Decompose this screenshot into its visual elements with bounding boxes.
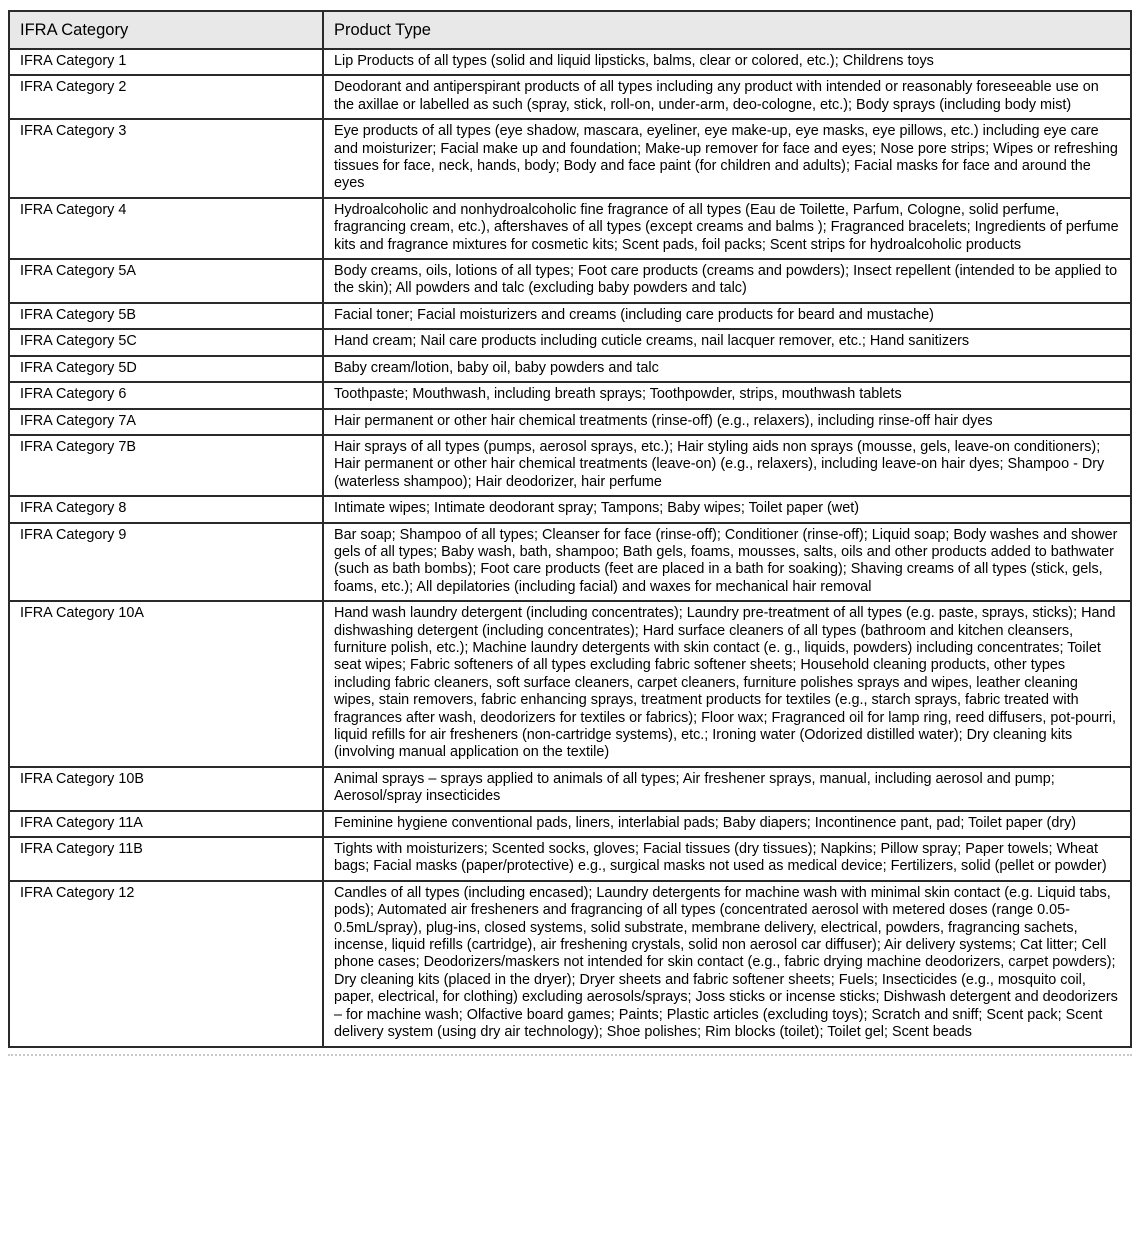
product-type-cell: Hydroalcoholic and nonhydroalcoholic fine fragrance of all types (Eau de Toilette, Parfum, Cologne, solid perfume, fragrancing cream, etc.), aftershaves of all types (except creams and balms ); Fragranced bracelets; Ingredients of perfume kits and fragrance mixtures for cosmetic kits; Scent pads, foil packs; Scent strips for hydroalcoholic products bbox=[323, 198, 1131, 259]
product-type-cell: Body creams, oils, lotions of all types; Foot care products (creams and powders); Insect repellent (intended to be applied to the skin); All powders and talc (excluding baby powders and talc) bbox=[323, 259, 1131, 303]
table-row bbox=[9, 259, 1131, 303]
product-type-cell: Toothpaste; Mouthwash, including breath sprays; Toothpowder, strips, mouthwash tablets bbox=[323, 382, 1131, 408]
product-type-cell: Tights with moisturizers; Scented socks, gloves; Facial tissues (dry tissues); Napkins; Pillow spray; Paper towels; Wheat bags; Facial masks (paper/protective) e.g., surgical masks not used as medical device; Fertilizers, solid (pellet or powder) bbox=[323, 837, 1131, 881]
ifra-category-table bbox=[8, 10, 1132, 1048]
column-header-product-type: Product Type bbox=[323, 11, 1131, 49]
table-row bbox=[9, 837, 1131, 881]
table-row bbox=[9, 811, 1131, 837]
ifra-category-cell: IFRA Category 6 bbox=[9, 382, 323, 408]
product-type-cell: Facial toner; Facial moisturizers and creams (including care products for beard and mustache) bbox=[323, 303, 1131, 329]
ifra-category-cell: IFRA Category 12 bbox=[9, 881, 323, 1047]
table-row bbox=[9, 198, 1131, 259]
ifra-category-cell: IFRA Category 5A bbox=[9, 259, 323, 303]
column-header-ifra-category: IFRA Category bbox=[9, 11, 323, 49]
product-type-cell: Feminine hygiene conventional pads, liners, interlabial pads; Baby diapers; Incontinence pant, pad; Toilet paper (dry) bbox=[323, 811, 1131, 837]
table-row bbox=[9, 496, 1131, 522]
ifra-category-cell: IFRA Category 11A bbox=[9, 811, 323, 837]
ifra-category-cell: IFRA Category 7A bbox=[9, 409, 323, 435]
product-type-cell: Hand cream; Nail care products including cuticle creams, nail lacquer remover, etc.; Hand sanitizers bbox=[323, 329, 1131, 355]
product-type-cell: Eye products of all types (eye shadow, mascara, eyeliner, eye make-up, eye masks, eye pillows, etc.) including eye care and moisturizer; Facial make up and foundation; Make-up remover for face and eyes; Nose pore strips; Wipes or refreshing tissues for face, neck, hands, body; Body and face paint (for children and adults); Facial masks for face and around the eyes bbox=[323, 119, 1131, 198]
product-type-cell: Candles of all types (including encased); Laundry detergents for machine wash with minimal skin contact (e.g. Liquid tabs, pods); Automated air fresheners and fragrancing of all types (concentrated aerosol with metered doses (range 0.05-0.5mL/spray), plug-ins, closed systems, solid substrate, membrane delivery, electrical, powders, fragrancing sachets, incense, liquid refills (cartridge), air freshening crystals, solid non aerosol car diffuser); Air delivery systems; Cat litter; Cell phone cases; Deodorizers/maskers not intended for skin contact (e.g., fabric drying machine deodorizers, carpet powders); Dry cleaning kits (placed in the dryer); Dryer sheets and fabric softener sheets; Fuels; Insecticides (e.g., mosquito coil, paper, electrical, for clothing) excluding aerosols/sprays; Joss sticks or incense sticks; Dishwash detergent and deodorizers – for machine wash; Olfactive board games; Paints; Plastic articles (excluding toys); Scratch and sniff; Scent pack; Scent delivery system (using dry air technology); Shoe polishes; Rim blocks (toilet); Toilet gel; Scent beads bbox=[323, 881, 1131, 1047]
table-row bbox=[9, 49, 1131, 75]
product-type-cell: Deodorant and antiperspirant products of all types including any product with intended or reasonably foreseeable use on the axillae or labelled as such (spray, stick, roll-on, under-arm, deo-cologne, etc.); Body sprays (including body mist) bbox=[323, 75, 1131, 119]
ifra-category-cell: IFRA Category 11B bbox=[9, 837, 323, 881]
table-row bbox=[9, 356, 1131, 382]
product-type-cell: Intimate wipes; Intimate deodorant spray; Tampons; Baby wipes; Toilet paper (wet) bbox=[323, 496, 1131, 522]
ifra-category-cell: IFRA Category 10A bbox=[9, 601, 323, 767]
ifra-category-cell: IFRA Category 9 bbox=[9, 523, 323, 602]
ifra-category-cell: IFRA Category 5C bbox=[9, 329, 323, 355]
product-type-cell: Baby cream/lotion, baby oil, baby powders and talc bbox=[323, 356, 1131, 382]
table-row bbox=[9, 881, 1131, 1047]
table-row bbox=[9, 409, 1131, 435]
ifra-category-cell: IFRA Category 4 bbox=[9, 198, 323, 259]
product-type-cell: Hair permanent or other hair chemical treatments (rinse-off) (e.g., relaxers), including rinse-off hair dyes bbox=[323, 409, 1131, 435]
table-row bbox=[9, 382, 1131, 408]
table-row bbox=[9, 767, 1131, 811]
table-row bbox=[9, 523, 1131, 602]
table-header-row bbox=[9, 11, 1131, 49]
ifra-category-cell: IFRA Category 3 bbox=[9, 119, 323, 198]
ifra-category-cell: IFRA Category 5B bbox=[9, 303, 323, 329]
table-row bbox=[9, 75, 1131, 119]
ifra-category-cell: IFRA Category 10B bbox=[9, 767, 323, 811]
table-row bbox=[9, 435, 1131, 496]
product-type-cell: Hair sprays of all types (pumps, aerosol sprays, etc.); Hair styling aids non sprays (mousse, gels, leave-on conditioners); Hair permanent or other hair chemical treatments (leave-on) (e.g., relaxers), including leave-on hair dyes; Shampoo - Dry (waterless shampoo); Hair deodorizer, hair perfume bbox=[323, 435, 1131, 496]
ifra-category-cell: IFRA Category 1 bbox=[9, 49, 323, 75]
ifra-category-cell: IFRA Category 8 bbox=[9, 496, 323, 522]
table-row bbox=[9, 329, 1131, 355]
table-row bbox=[9, 119, 1131, 198]
product-type-cell: Lip Products of all types (solid and liquid lipsticks, balms, clear or colored, etc.); Childrens toys bbox=[323, 49, 1131, 75]
ifra-category-cell: IFRA Category 5D bbox=[9, 356, 323, 382]
product-type-cell: Animal sprays – sprays applied to animals of all types; Air freshener sprays, manual, including aerosol and pump; Aerosol/spray insecticides bbox=[323, 767, 1131, 811]
table-body bbox=[9, 49, 1131, 1047]
table-row bbox=[9, 303, 1131, 329]
ifra-category-cell: IFRA Category 2 bbox=[9, 75, 323, 119]
ifra-category-cell: IFRA Category 7B bbox=[9, 435, 323, 496]
product-type-cell: Bar soap; Shampoo of all types; Cleanser for face (rinse-off); Conditioner (rinse-off); Liquid soap; Body washes and shower gels of all types; Baby wash, bath, shampoo; Bath gels, foams, mousses, salts, oils and other products added to bathwater (such as bath bombs); Foot care products (feet are placed in a bath for soaking); Shaving creams of all types (stick, gels, foams, etc.); All depilatories (including facial) and waxes for mechanical hair removal bbox=[323, 523, 1131, 602]
page-edge-dotted-line bbox=[8, 1054, 1132, 1056]
table-row bbox=[9, 601, 1131, 767]
product-type-cell: Hand wash laundry detergent (including concentrates); Laundry pre-treatment of all types (e.g. paste, sprays, sticks); Hand dishwashing detergent (including concentrates); Hard surface cleaners of all types (bathroom and kitchen cleansers, furniture polish, etc.); Machine laundry detergents with skin contact (e. g., liquids, powders) including concentrates; Toilet seat wipes; Fabric softeners of all types excluding fabric softener sheets; Household cleaning products, other types including fabric cleaners, soft surface cleaners, carpet cleaners, furniture polishes sprays and wipes, leather cleaning wipes, stain removers, fabric enhancing sprays, treatment products for textiles (e.g., starch sprays, fabric treated with fragrances after wash, deodorizers for textiles or fabrics); Floor wax; Fragranced oil for lamp ring, reed diffusers, pot-pourri, liquid refills for air fresheners (non-cartridge systems), etc.; Ironing water (Odorized distilled water); Dry cleaning kits (involving manual application on the textile) bbox=[323, 601, 1131, 767]
